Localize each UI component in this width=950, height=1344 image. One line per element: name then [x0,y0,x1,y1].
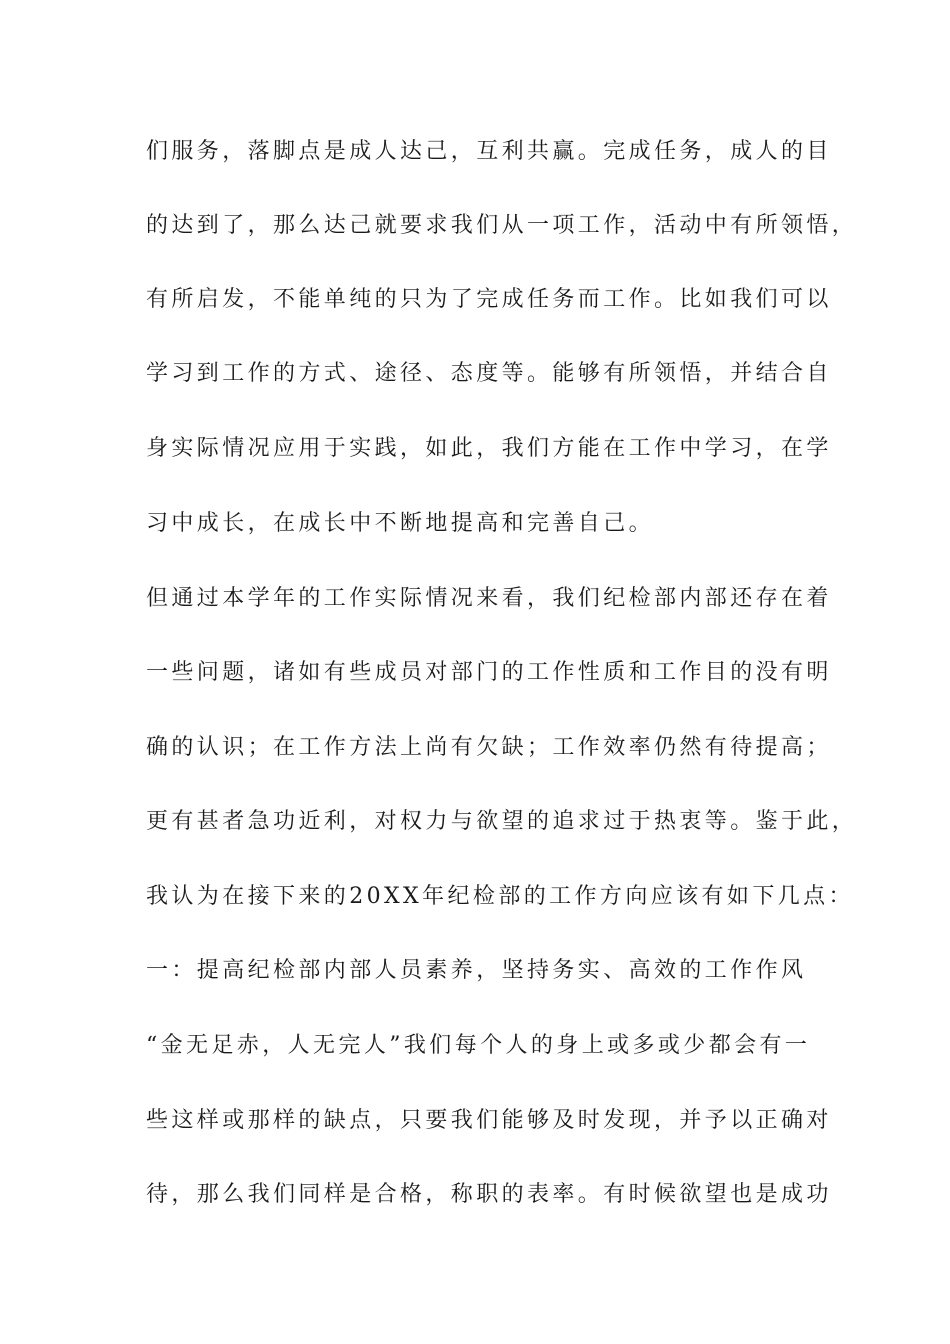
text-line: 待，那么我们同样是合格，称职的表率。有时候欲望也是成功 [146,1182,832,1207]
text-line: 们服务，落脚点是成人达己，互利共赢。完成任务，成人的目 [146,139,832,164]
text-line: 更有甚者急功近利，对权力与欲望的追求过于热衷等。鉴于此， [146,809,858,834]
text-line: “金无足赤，人无完人”我们每个人的身上或多或少都会有一 [146,1033,811,1058]
text-line: 确的认识；在工作方法上尚有欠缺；工作效率仍然有待提高； [146,735,832,760]
text-line: 习中成长，在成长中不断地提高和完善自己。 [146,511,655,536]
text-line: 一些问题，诸如有些成员对部门的工作性质和工作目的没有明 [146,660,832,685]
text-line: 我认为在接下来的20XX年纪检部的工作方向应该有如下几点： [146,884,854,909]
text-line: 有所启发，不能单纯的只为了完成任务而工作。比如我们可以 [146,287,832,312]
text-line: 的达到了，那么达己就要求我们从一项工作，活动中有所领悟， [146,213,858,238]
text-line: 但通过本学年的工作实际情况来看，我们纪检部内部还存在着 [146,586,832,611]
text-line: 身实际情况应用于实践，如此，我们方能在工作中学习，在学 [146,436,832,461]
text-line: 些这样或那样的缺点，只要我们能够及时发现，并予以正确对 [146,1108,832,1133]
text-line: 学习到工作的方式、途径、态度等。能够有所领悟，并结合自 [146,361,832,386]
text-line: 一：提高纪检部内部人员素养，坚持务实、高效的工作作风 [146,958,807,983]
